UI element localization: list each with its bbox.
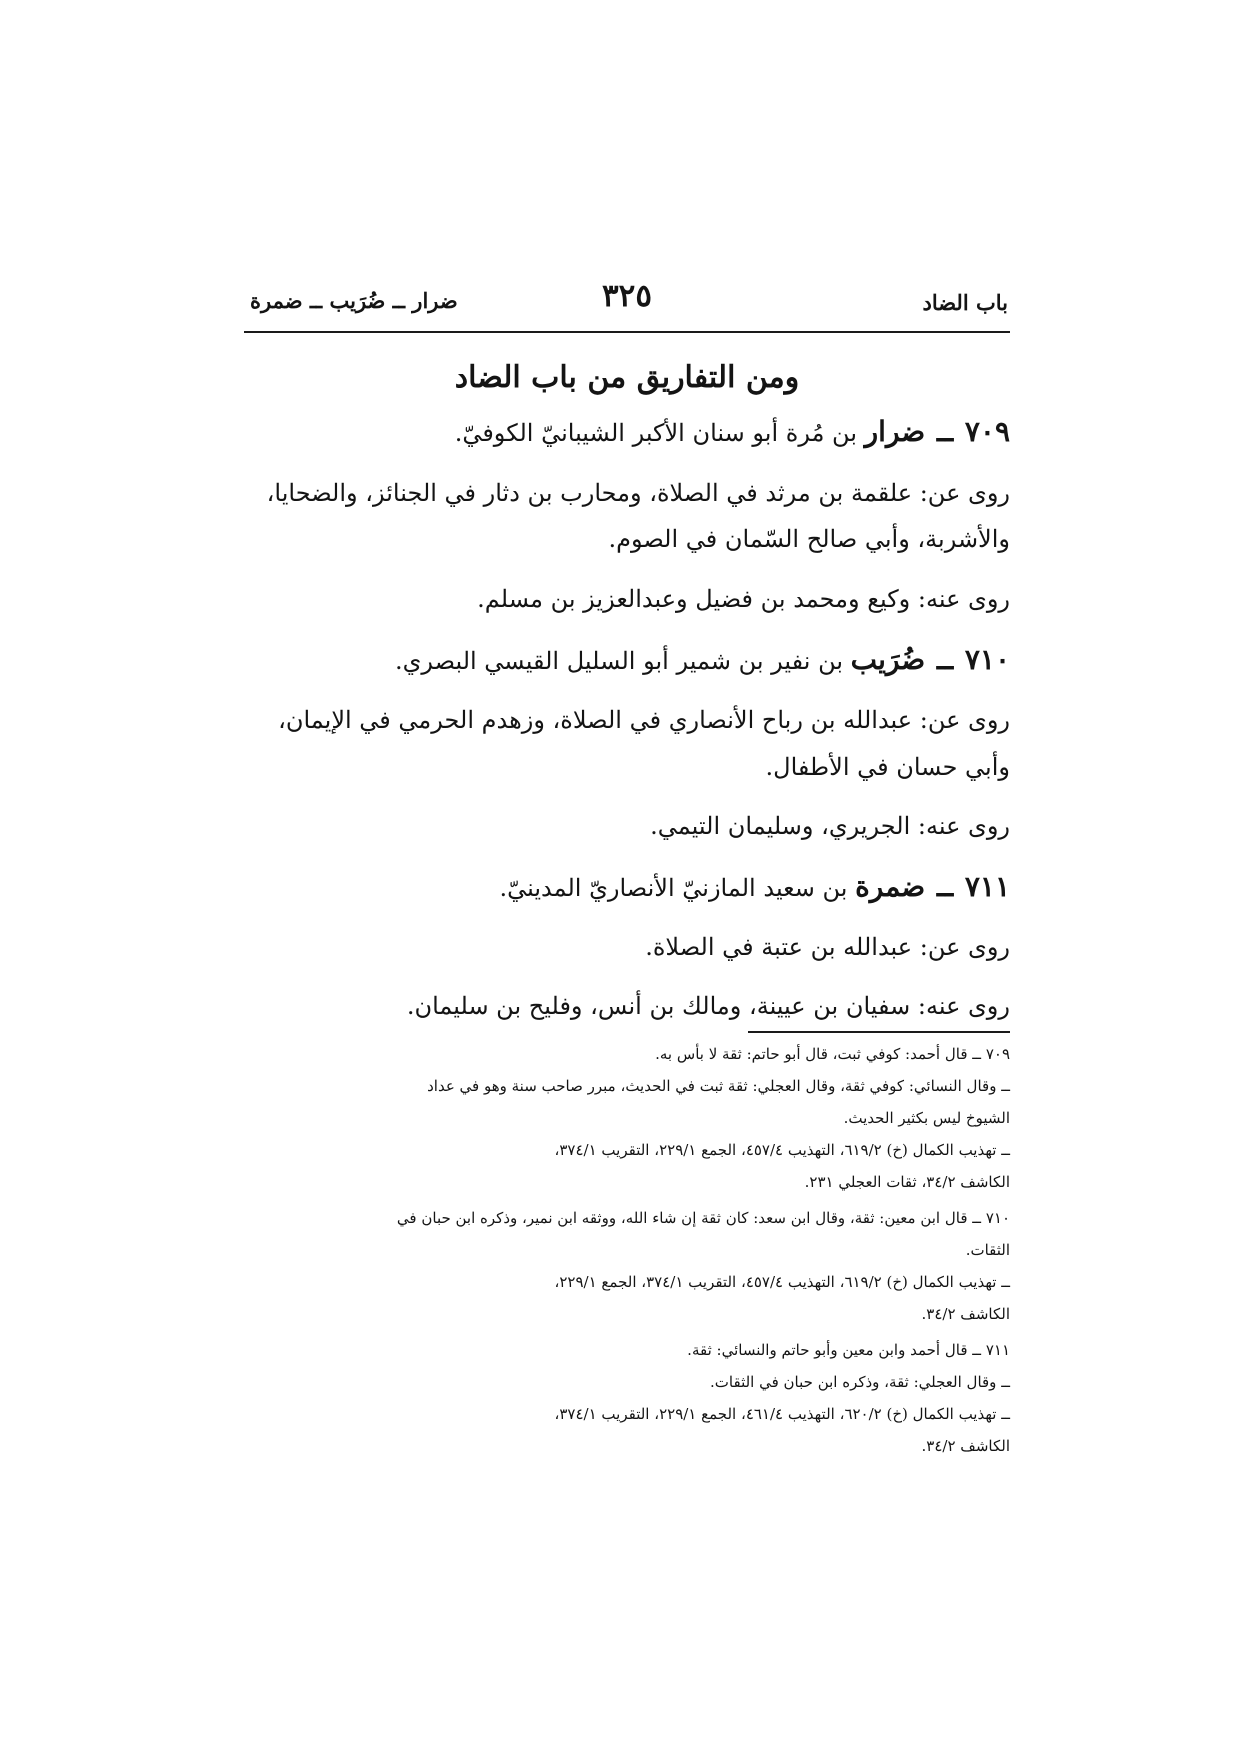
footnote-line: ــ تهذيب الكمال (خ) ٦١٩/٢، التهذيب ٤٥٧/٤، الجمع ٢٢٩/١، التقريب ٣٧٤/١،: [554, 1141, 1010, 1159]
entry-710-narrated-by: روى عنه: الجريري، وسليمان التيمي.: [650, 812, 1010, 840]
entry-dash: ــ: [936, 643, 954, 676]
entry-711-heading: [244, 863, 1010, 912]
entry-name: ضُرَيب: [850, 643, 926, 676]
footnote-line: ــ وقال العجلي: ثقة، وذكره ابن حبان في الثقات.: [710, 1373, 1010, 1391]
entry-name: ضمرة: [855, 870, 926, 903]
header-rule: [244, 331, 1010, 333]
footnote-line: ــ تهذيب الكمال (خ) ٦٢٠/٢، التهذيب ٤٦١/٤، الجمع ٢٢٩/١، التقريب ٣٧٤/١،: [554, 1405, 1010, 1423]
footnote-line: الشيوخ ليس بكثير الحديث.: [843, 1109, 1010, 1127]
entry-709-narrated-by: روى عنه: وكيع ومحمد بن فضيل وعبدالعزيز بن مسلم.: [477, 585, 1010, 613]
entry-710-narrated-from-1: روى عن: عبدالله بن رباح الأنصاري في الصلاة، وزهدم الحرمي في الإيمان،: [278, 706, 1010, 734]
entry-dash: ــ: [936, 415, 954, 448]
entry-name: ضرار: [864, 415, 926, 448]
footnote-line: ٧١١ ــ قال أحمد وابن معين وأبو حاتم والنسائي: ثقة.: [687, 1341, 1010, 1359]
entry-number: ٧١١: [964, 870, 1010, 903]
footnote-line: ٧١٠ ــ قال ابن معين: ثقة، وقال ابن سعد: كان ثقة إن شاء الله، ووثقه ابن نمير، وذكره ابن حبان في: [396, 1209, 1010, 1227]
entry-710-heading: [244, 636, 1010, 685]
footnote-line: ــ تهذيب الكمال (خ) ٦١٩/٢، التهذيب ٤٥٧/٤، التقريب ٣٧٤/١، الجمع ٢٢٩/١،: [554, 1273, 1010, 1291]
footnote-line: الكاشف ٣٤/٢.: [921, 1437, 1010, 1455]
running-header: [244, 278, 1010, 330]
entry-description: بن سعيد المازنيّ الأنصاريّ المدينيّ.: [499, 874, 848, 902]
footnote-line: الثقات.: [965, 1241, 1010, 1259]
entry-description: بن مُرة أبو سنان الأكبر الشيبانيّ الكوفيّ.: [454, 419, 858, 447]
entry-709-narrated-from-1: روى عن: علقمة بن مرثد في الصلاة، ومحارب بن دثار في الجنائز، والضحايا،: [266, 479, 1010, 507]
entry-711-narrated-from: روى عن: عبدالله بن عتبة في الصلاة.: [645, 933, 1010, 961]
entry-709-heading: [244, 408, 1010, 457]
footnote-line: ٧٠٩ ــ قال أحمد: كوفي ثبت، قال أبو حاتم: ثقة لا بأس به.: [655, 1045, 1010, 1063]
entry-number: ٧١٠: [964, 643, 1010, 676]
footnote-line: الكاشف ٣٤/٢.: [921, 1305, 1010, 1323]
footnote-rule: [748, 1031, 1010, 1033]
entry-711-narrated-by: روى عنه: سفيان بن عيينة، ومالك بن أنس، وفليح بن سليمان.: [406, 992, 1010, 1020]
header-names: ضرار ــ ضُرَيب ــ ضمرة: [250, 288, 458, 313]
footnote-line: الكاشف ٣٤/٢، ثقات العجلي ٢٣١.: [804, 1173, 1010, 1191]
page-number: ٣٢٥: [602, 278, 652, 314]
entry-710-narrated-from-2: وأبي حسان في الأطفال.: [765, 753, 1010, 781]
entry-number: ٧٠٩: [964, 415, 1010, 448]
footnote-line: ــ وقال النسائي: كوفي ثقة، وقال العجلي: ثقة ثبت في الحديث، مبرر صاحب سنة وهو في عداد: [427, 1077, 1010, 1095]
entry-description: بن نفير بن شمير أبو السليل القيسي البصري.: [394, 647, 844, 675]
entry-709-narrated-from-2: والأشربة، وأبي صالح السّمان في الصوم.: [608, 525, 1010, 553]
header-chapter: باب الضاد: [922, 290, 1008, 315]
section-title: ومن التفاريق من باب الضاد: [454, 360, 800, 395]
entry-dash: ــ: [936, 870, 954, 903]
